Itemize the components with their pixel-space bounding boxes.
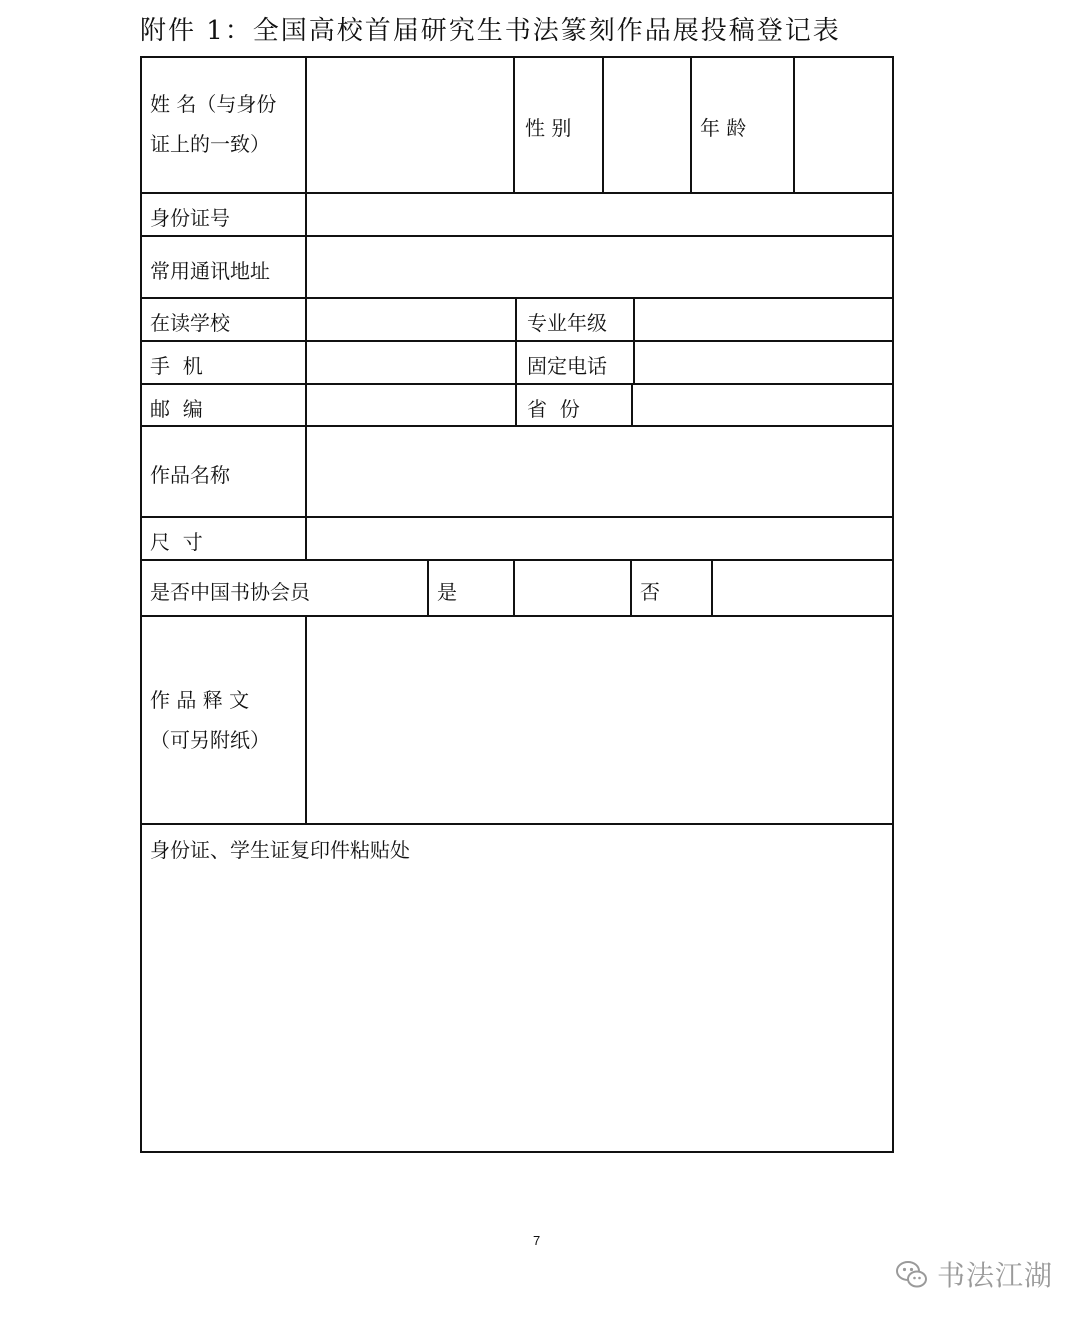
row-divider [140,192,894,194]
col-divider [631,383,633,427]
col-divider [513,559,515,617]
col-divider [793,56,795,194]
row-divider [140,340,894,342]
col-divider [515,297,517,427]
postcode-label-text: 邮 编 [150,397,203,421]
major-grade-label: 专业年级 [527,311,607,335]
col-divider [633,297,635,385]
id-copy-paste-label: 身份证、学生证复印件粘贴处 [150,838,410,862]
postcode-label [150,393,203,422]
row-divider [140,516,894,518]
col-divider [602,56,604,194]
wechat-icon [895,1257,929,1291]
province-label [527,393,580,422]
size-label-text: 尺 寸 [150,530,203,554]
phone-label: 固定电话 [527,354,607,378]
row-divider [140,615,894,617]
col-divider [630,559,632,617]
row-divider [140,383,894,385]
col-divider [305,615,307,825]
page-title: 附件 1：全国高校首届研究生书法篆刻作品展投稿登记表 [140,16,841,46]
id-number-label: 身份证号 [150,206,230,230]
mobile-label-text: 手 机 [150,354,203,378]
row-divider [140,235,894,237]
row-divider [140,297,894,299]
work-text-label [150,680,270,760]
mobile-label [150,350,203,379]
col-divider [690,56,692,194]
table-border-left [140,56,142,1153]
row-divider [140,559,894,561]
work-title-label: 作品名称 [150,463,230,487]
member-no-label: 否 [640,580,660,604]
name-label-line2: 证上的一致） [150,132,270,156]
col-divider [711,559,713,617]
col-divider [305,56,307,561]
table-border-bottom [140,1151,894,1153]
member-yes-label: 是 [437,580,457,604]
page-number: 7 [533,1233,541,1248]
watermark-text: 书法江湖 [937,1259,1054,1292]
col-divider [513,56,515,194]
watermark [895,1254,1053,1294]
address-label: 常用通讯地址 [150,259,270,283]
size-label [150,526,203,555]
row-divider [140,823,894,825]
table-border-right [892,56,894,1153]
gender-label: 性 别 [525,116,572,140]
row-divider [140,425,894,427]
age-label: 年 龄 [700,116,747,140]
table-border-top [140,56,894,58]
province-label-text: 省 份 [527,397,580,421]
name-label [150,84,276,164]
school-label: 在读学校 [150,311,230,335]
name-label-line1: 姓 名（与身份 [150,92,277,116]
member-label: 是否中国书协会员 [150,580,310,604]
work-text-label-line1: 作 品 释 文 [150,688,250,712]
col-divider [427,559,429,617]
work-text-label-line2: （可另附纸） [150,728,270,752]
